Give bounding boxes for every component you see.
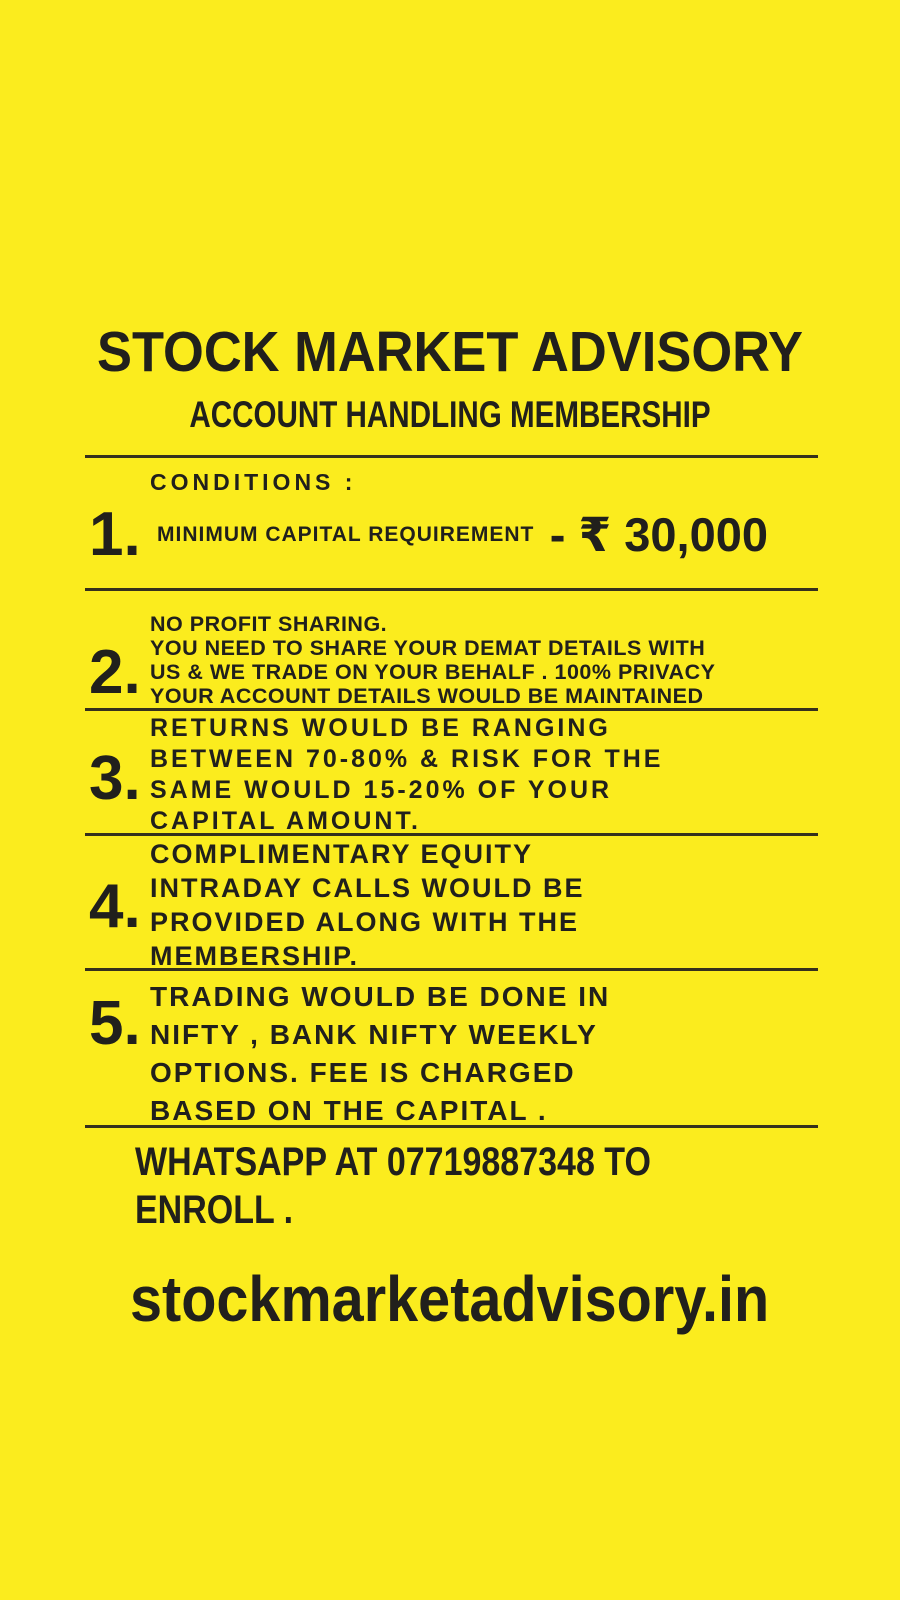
- condition-row-5: [85, 968, 818, 1125]
- page-title: STOCK MARKET ADVISORY: [96, 320, 804, 384]
- condition-text-line: BETWEEN 70-80% & RISK FOR THE: [150, 745, 664, 773]
- condition-1-number: 1.: [89, 500, 141, 569]
- condition-1-line: [85, 500, 818, 569]
- whatsapp-cta-line: ENROLL .: [135, 1188, 294, 1232]
- condition-text-line: RETURNS WOULD BE RANGING: [150, 714, 611, 742]
- condition-text-line: NO PROFIT SHARING.: [150, 612, 388, 636]
- page-subtitle: ACCOUNT HANDLING MEMBERSHIP: [189, 394, 711, 435]
- conditions-section: [85, 455, 818, 1128]
- website-url: stockmarketadvisory.in: [130, 1263, 770, 1335]
- condition-1-text: MINIMUM CAPITAL REQUIREMENT: [157, 523, 535, 546]
- condition-text-line: YOU NEED TO SHARE YOUR DEMAT DETAILS WITH: [150, 636, 706, 660]
- condition-3-number: 3.: [89, 744, 141, 813]
- whatsapp-cta: [135, 1138, 651, 1234]
- condition-4-text: [150, 832, 585, 973]
- condition-text-line: PROVIDED ALONG WITH THE: [150, 906, 579, 937]
- condition-text-line: COMPLIMENTARY EQUITY: [150, 838, 534, 869]
- condition-text-line: MEMBERSHIP.: [150, 940, 360, 971]
- condition-text-line: NIFTY , BANK NIFTY WEEKLY: [150, 1019, 598, 1050]
- condition-2-text: [150, 605, 715, 708]
- condition-text-line: CAPITAL AMOUNT.: [150, 807, 421, 835]
- condition-row-4: [85, 833, 818, 971]
- condition-row-2: [85, 588, 818, 708]
- condition-4-number: 4.: [89, 872, 141, 941]
- condition-text-line: US & WE TRADE ON YOUR BEHALF . 100% PRIVACY: [150, 660, 716, 684]
- condition-text-line: INTRADAY CALLS WOULD BE: [150, 872, 585, 903]
- conditions-label: CONDITIONS :: [150, 469, 357, 495]
- condition-1-amount: - ₹ 30,000: [549, 508, 768, 561]
- condition-5-number: 5.: [89, 989, 141, 1058]
- header: [0, 320, 900, 435]
- condition-text-line: BASED ON THE CAPITAL .: [150, 1095, 548, 1126]
- condition-5-text: [150, 971, 610, 1130]
- whatsapp-cta-line: WHATSAPP AT 07719887348 TO: [135, 1140, 651, 1184]
- condition-row-1: [85, 455, 818, 588]
- condition-row-3: [85, 708, 818, 833]
- condition-text-line: OPTIONS. FEE IS CHARGED: [150, 1057, 576, 1088]
- condition-text-line: YOUR ACCOUNT DETAILS WOULD BE MAINTAINED: [150, 684, 704, 708]
- condition-text-line: TRADING WOULD BE DONE IN: [150, 981, 611, 1012]
- condition-2-number: 2.: [89, 638, 141, 707]
- condition-text-line: SAME WOULD 15-20% OF YOUR: [150, 776, 613, 804]
- condition-3-text: [150, 707, 663, 837]
